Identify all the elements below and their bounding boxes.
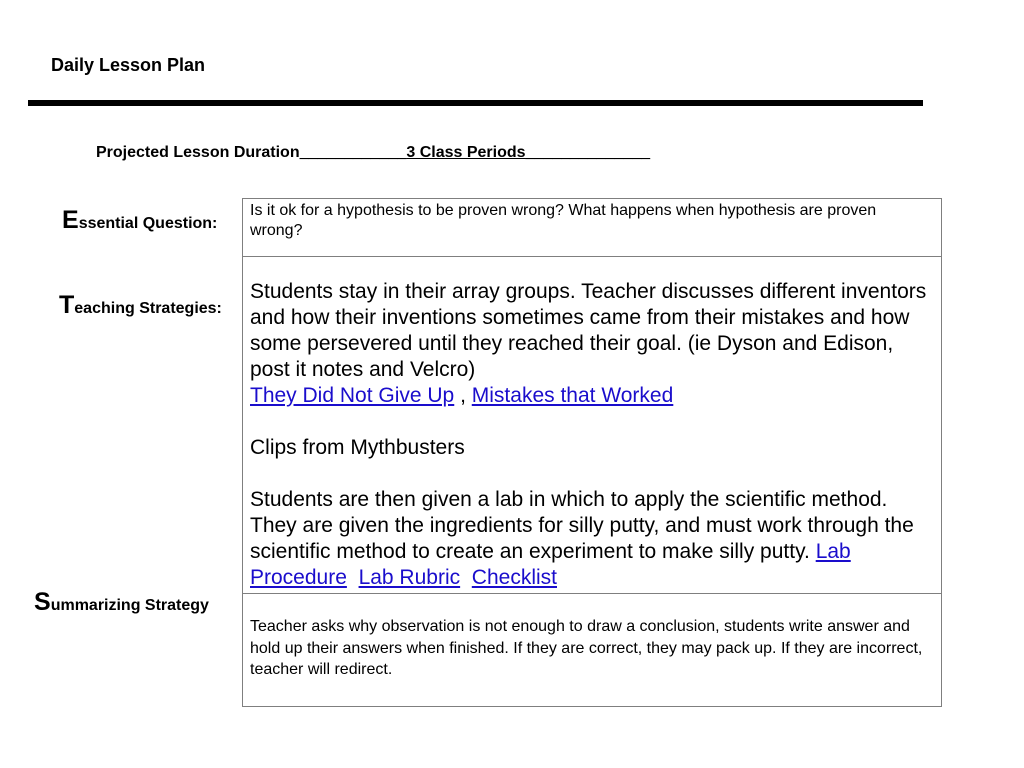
mistakes-that-worked-link[interactable]: Mistakes that Worked xyxy=(471,384,674,407)
teaching-strategies-label-initial: T xyxy=(59,291,75,319)
duration-blank-before: ____________ xyxy=(299,144,407,161)
essential-question-label-rest: ssential Question: xyxy=(78,215,218,232)
summarizing-strategy-label-initial: S xyxy=(34,588,51,616)
lab-procedure-link[interactable]: Lab Procedure xyxy=(250,540,851,589)
teaching-strategies-paragraph-1 xyxy=(250,279,933,409)
duration-value-text: 3 Class Periods xyxy=(406,144,526,161)
lab-rubric-link[interactable]: Lab Rubric xyxy=(358,566,461,589)
teaching-strategies-label-rest: eaching Strategies: xyxy=(74,300,222,317)
link-separator: , xyxy=(454,384,472,407)
teaching-strategies-cell xyxy=(243,257,941,594)
they-did-not-give-up-link[interactable]: They Did Not Give Up xyxy=(250,384,455,407)
checklist-link[interactable]: Checklist xyxy=(471,566,557,589)
lesson-duration xyxy=(96,144,650,162)
essential-question-cell xyxy=(243,199,941,257)
lesson-plan-table xyxy=(242,198,942,707)
teaching-strategies-label xyxy=(59,291,222,320)
horizontal-rule xyxy=(28,100,923,106)
teaching-strategies-paragraph-2: Clips from Mythbusters xyxy=(250,436,465,459)
essential-question-label xyxy=(62,206,217,235)
duration-label: Projected Lesson Duration xyxy=(96,144,300,161)
essential-question-text: Is it ok for a hypothesis to be proven wrong? What happens when hypothesis are proven wrong? xyxy=(250,202,877,239)
teaching-strategies-paragraph-3 xyxy=(250,487,933,591)
teaching-strategies-lab-text: Students are then given a lab in which to apply the scientific method. They are given the ingredients for silly putty, and must work through the scientific method to create an experiment to make silly putty. xyxy=(250,488,914,563)
duration-value xyxy=(300,144,651,161)
duration-blank-after: ______________ xyxy=(525,144,651,161)
essential-question-label-initial: E xyxy=(62,206,79,234)
teaching-strategies-intro-text: Students stay in their array groups. Teacher discusses different inventors and how their inventions sometimes came from their mistakes and how some persevered until they reached their goal. (ie Dyson and Edison, post it notes and Velcro) xyxy=(250,280,927,381)
summarizing-strategy-label-rest: ummarizing Strategy xyxy=(50,597,209,614)
document-title: Daily Lesson Plan xyxy=(51,55,206,75)
summarizing-strategy-text: Teacher asks why observation is not enough to draw a conclusion, students write answer and hold up their answers when finished. If they are correct, they may pack up. If they are incorrect, teacher will redirect. xyxy=(250,618,923,678)
summarizing-strategy-label xyxy=(34,588,209,617)
summarizing-strategy-cell xyxy=(243,594,941,706)
